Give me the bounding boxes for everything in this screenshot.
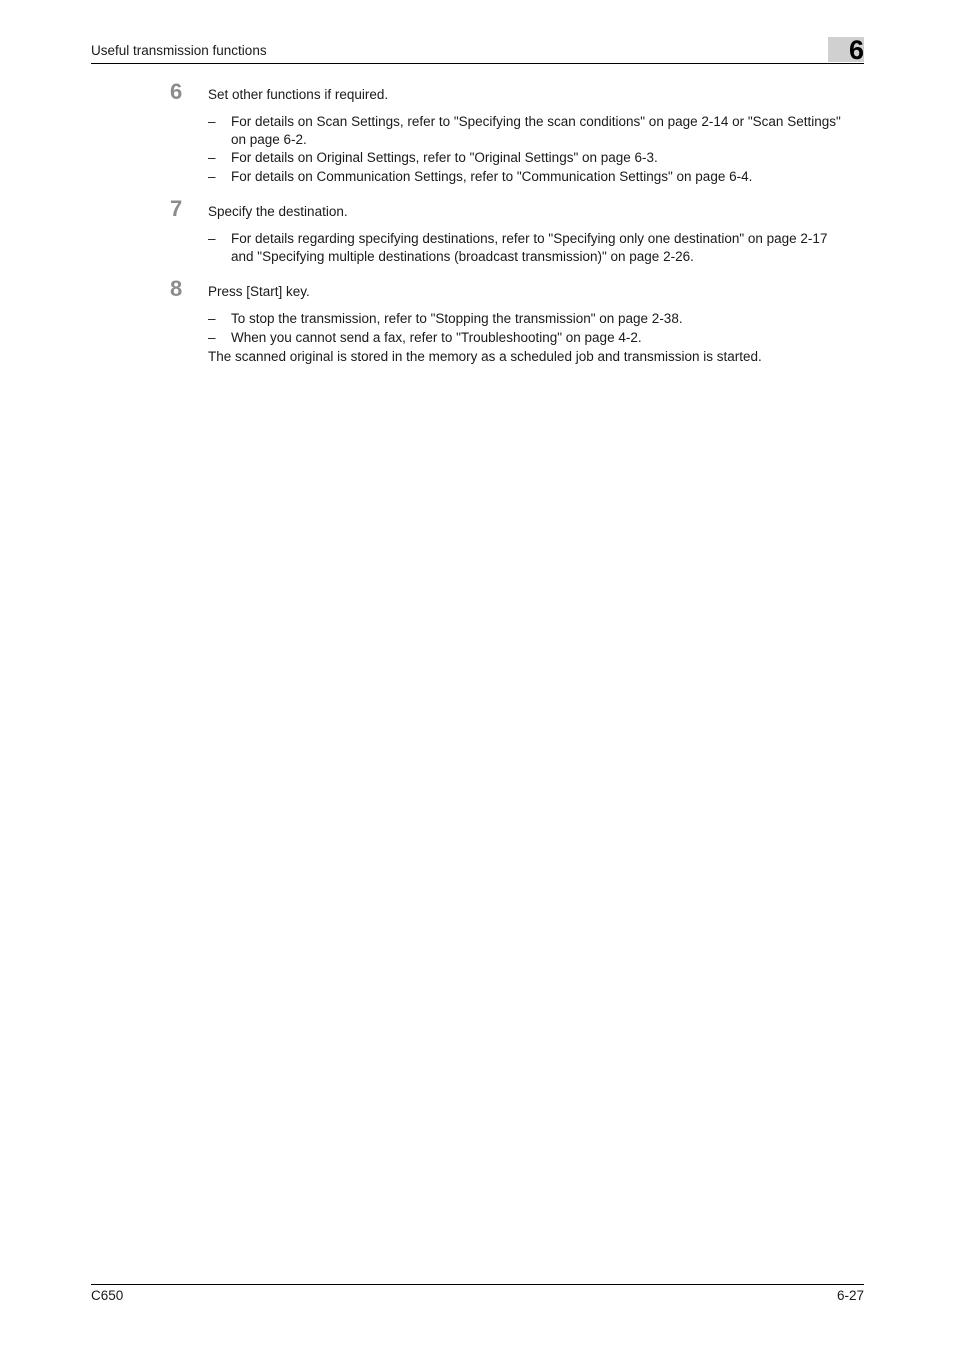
- bullet-text: To stop the transmission, refer to "Stopping the transmission" on page 2-38.: [231, 311, 683, 326]
- page-content: [170, 80, 850, 378]
- step-text: Set other functions if required.: [208, 87, 389, 102]
- chapter-number: 6: [848, 35, 864, 65]
- bullet-item: [208, 113, 850, 148]
- step-7: [170, 197, 850, 265]
- bullet-list: [208, 113, 850, 185]
- bullet-item: [208, 230, 850, 265]
- step-number: 6: [170, 79, 183, 104]
- bullet-text: For details on Original Settings, refer to "Original Settings" on page 6-3.: [231, 150, 658, 165]
- bullet-text: For details on Communication Settings, refer to "Communication Settings" on page 6-4.: [231, 168, 753, 184]
- step-number: 8: [170, 276, 183, 301]
- step-6: [170, 80, 850, 185]
- footer-page-number: 6-27: [836, 1288, 864, 1303]
- step-result: The scanned original is stored in the memory as a scheduled job and transmission is started.: [208, 349, 762, 364]
- dash-icon: –: [208, 150, 216, 165]
- bullet-item: [208, 329, 850, 347]
- bullet-text: For details regarding specifying destinations, refer to "Specifying only one destination" on page 2-17 and "Specifying multiple destinations (broadcast transmission)" on page 2-26.: [231, 231, 828, 264]
- step-text: Specify the destination.: [208, 204, 348, 219]
- bullet-text: When you cannot send a fax, refer to "Troubleshooting" on page 4-2.: [231, 329, 642, 345]
- bullet-item: [208, 149, 850, 167]
- page-footer: [91, 1284, 864, 1303]
- dash-icon: –: [208, 231, 216, 246]
- bullet-item: [208, 168, 850, 186]
- bullet-item: [208, 310, 850, 328]
- bullet-text: For details on Scan Settings, refer to "Specifying the scan conditions" on page 2-14 or "Scan Settings" on page 6-2.: [231, 114, 841, 147]
- step-text: Press [Start] key.: [208, 284, 310, 299]
- footer-model: C650: [91, 1288, 124, 1303]
- dash-icon: –: [208, 114, 216, 129]
- step-number: 7: [170, 196, 183, 221]
- header-title: Useful transmission functions: [91, 43, 267, 58]
- dash-icon: –: [208, 311, 216, 326]
- bullet-list: [208, 230, 850, 265]
- bullet-list: [208, 310, 850, 346]
- step-8: [170, 277, 850, 366]
- dash-icon: –: [208, 329, 216, 345]
- dash-icon: –: [208, 168, 216, 184]
- page-header: [91, 36, 864, 64]
